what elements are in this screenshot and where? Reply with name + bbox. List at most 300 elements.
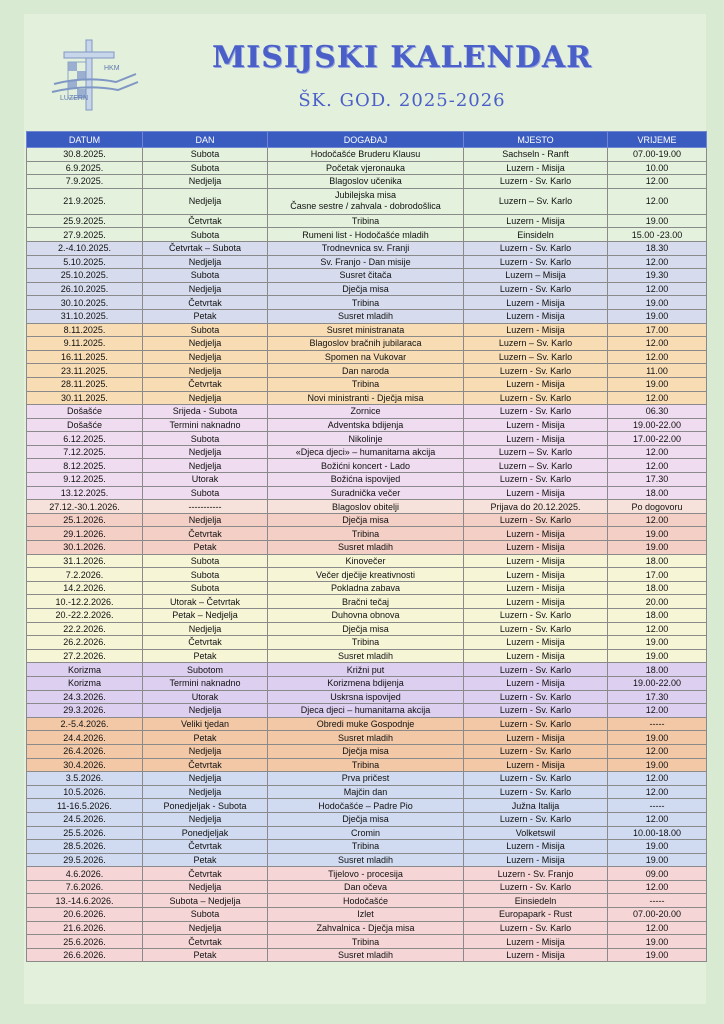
- cell-date: 13.-14.6.2026.: [27, 894, 143, 908]
- cell-day: Nedjelja: [143, 785, 268, 799]
- cell-place: Luzern - Sv. Karlo: [464, 921, 608, 935]
- cell-time: -----: [608, 799, 707, 813]
- column-header-dan: DAN: [143, 132, 268, 148]
- cell-day: Petak: [143, 731, 268, 745]
- cell-time: 19.00: [608, 377, 707, 391]
- cell-event: Djeca djeci – humanitarna akcija: [268, 704, 464, 718]
- cell-place: Luzern - Misija: [464, 568, 608, 582]
- table-row: [27, 188, 707, 214]
- cell-place: Luzern - Sv. Karlo: [464, 364, 608, 378]
- cell-place: Luzern - Misija: [464, 432, 608, 446]
- table-row: [27, 731, 707, 745]
- cell-date: Došašće: [27, 418, 143, 432]
- cell-event: Cromin: [268, 826, 464, 840]
- cell-event: Dan naroda: [268, 364, 464, 378]
- cell-event: Majčin dan: [268, 785, 464, 799]
- table-row: [27, 323, 707, 337]
- cell-date: 25.1.2026.: [27, 513, 143, 527]
- cell-event: Obredi muke Gospodnje: [268, 717, 464, 731]
- cell-place: Južna Italija: [464, 799, 608, 813]
- cell-time: Po dogovoru: [608, 500, 707, 514]
- cell-time: 09.00: [608, 867, 707, 881]
- cell-event: Blagoslov učenika: [268, 175, 464, 189]
- cell-date: 3.5.2026.: [27, 772, 143, 786]
- cell-event: Zornice: [268, 405, 464, 419]
- table-row: [27, 568, 707, 582]
- cell-place: Luzern - Misija: [464, 214, 608, 228]
- cell-date: 2.-4.10.2025.: [27, 241, 143, 255]
- cell-date: Došašće: [27, 405, 143, 419]
- cell-day: Petak: [143, 309, 268, 323]
- table-row: [27, 350, 707, 364]
- cell-time: 12.00: [608, 622, 707, 636]
- cell-place: Luzern - Sv. Karlo: [464, 744, 608, 758]
- cell-place: Luzern - Misija: [464, 676, 608, 690]
- cell-event: Hodočašće – Padre Pio: [268, 799, 464, 813]
- cell-day: Nedjelja: [143, 350, 268, 364]
- mission-logo: [46, 36, 142, 114]
- cell-place: Luzern - Sv. Karlo: [464, 391, 608, 405]
- cell-place: Luzern – Sv. Karlo: [464, 188, 608, 214]
- cell-day: Četvrtak: [143, 527, 268, 541]
- cell-time: 19.00-22.00: [608, 676, 707, 690]
- cell-time: 12.00: [608, 785, 707, 799]
- cell-time: 12.00: [608, 350, 707, 364]
- table-row: [27, 377, 707, 391]
- cell-date: 24.3.2026.: [27, 690, 143, 704]
- cell-place: Luzern - Sv. Karlo: [464, 785, 608, 799]
- cell-date: 24.5.2026.: [27, 812, 143, 826]
- cell-day: Četvrtak: [143, 296, 268, 310]
- cell-day: Subota: [143, 269, 268, 283]
- cell-day: Srijeda - Subota: [143, 405, 268, 419]
- cell-day: Subota: [143, 554, 268, 568]
- cell-event: Trodnevnica sv. Franji: [268, 241, 464, 255]
- cell-time: 07.00-19.00: [608, 148, 707, 162]
- table-row: [27, 908, 707, 922]
- cell-day: Nedjelja: [143, 744, 268, 758]
- cell-event: Božićna ispovijed: [268, 473, 464, 487]
- cell-time: 18.00: [608, 486, 707, 500]
- table-row: [27, 432, 707, 446]
- cell-day: Termini naknadno: [143, 418, 268, 432]
- table-row: [27, 148, 707, 162]
- table-row: [27, 161, 707, 175]
- cell-time: 12.00: [608, 744, 707, 758]
- calendar-body: [27, 148, 707, 962]
- cell-time: 19.00: [608, 853, 707, 867]
- cell-event: Dječja misa: [268, 513, 464, 527]
- table-row: [27, 690, 707, 704]
- cell-place: Luzern - Sv. Karlo: [464, 175, 608, 189]
- table-row: [27, 826, 707, 840]
- cell-date: Korizma: [27, 676, 143, 690]
- table-header-row: [27, 132, 707, 148]
- table-row: [27, 282, 707, 296]
- cell-date: 31.1.2026.: [27, 554, 143, 568]
- cell-event: Početak vjeronauka: [268, 161, 464, 175]
- cell-event: Zahvalnica - Dječja misa: [268, 921, 464, 935]
- cell-day: Nedjelja: [143, 364, 268, 378]
- cell-date: 29.5.2026.: [27, 853, 143, 867]
- cell-date: 31.10.2025.: [27, 309, 143, 323]
- cell-day: Nedjelja: [143, 391, 268, 405]
- cell-event: Pokladna zabava: [268, 581, 464, 595]
- cell-place: Luzern - Sv. Karlo: [464, 513, 608, 527]
- cell-day: -----------: [143, 500, 268, 514]
- cell-day: Subota: [143, 486, 268, 500]
- cell-day: Nedjelja: [143, 337, 268, 351]
- cell-day: Četvrtak: [143, 214, 268, 228]
- cell-place: Volketswil: [464, 826, 608, 840]
- cell-day: Nedjelja: [143, 459, 268, 473]
- table-row: [27, 636, 707, 650]
- table-row: [27, 840, 707, 854]
- table-row: [27, 527, 707, 541]
- cell-place: Luzern - Misija: [464, 161, 608, 175]
- cell-place: Luzern - Sv. Karlo: [464, 282, 608, 296]
- cell-time: 19.00-22.00: [608, 418, 707, 432]
- column-header-datum: DATUM: [27, 132, 143, 148]
- cell-date: 2.-5.4.2026.: [27, 717, 143, 731]
- cell-date: 25.6.2026.: [27, 935, 143, 949]
- cell-place: Einsideln: [464, 228, 608, 242]
- cell-date: 6.12.2025.: [27, 432, 143, 446]
- column-header-mjesto: MJESTO: [464, 132, 608, 148]
- table-row: [27, 269, 707, 283]
- cell-place: Luzern - Sv. Karlo: [464, 473, 608, 487]
- cell-date: 20.-22.2.2026.: [27, 609, 143, 623]
- cell-place: Luzern - Misija: [464, 840, 608, 854]
- table-row: [27, 473, 707, 487]
- cell-day: Subota – Nedjelja: [143, 894, 268, 908]
- cell-event: Dječja misa: [268, 622, 464, 636]
- cell-place: Luzern - Misija: [464, 731, 608, 745]
- cell-event: Tribina: [268, 935, 464, 949]
- table-row: [27, 894, 707, 908]
- table-row: [27, 581, 707, 595]
- cell-time: 18.00: [608, 581, 707, 595]
- cell-day: Četvrtak – Subota: [143, 241, 268, 255]
- column-header-vrijeme: VRIJEME: [608, 132, 707, 148]
- table-row: [27, 513, 707, 527]
- cell-event: Susret ministranata: [268, 323, 464, 337]
- table-row: [27, 296, 707, 310]
- cell-place: Luzern - Misija: [464, 595, 608, 609]
- cell-time: 12.00: [608, 921, 707, 935]
- cell-date: 30.11.2025.: [27, 391, 143, 405]
- cell-date: 21.6.2026.: [27, 921, 143, 935]
- cell-place: Luzern - Sv. Karlo: [464, 717, 608, 731]
- cell-time: 12.00: [608, 282, 707, 296]
- page-subtitle: ŠK. GOD. 2025-2026: [298, 90, 506, 111]
- cell-day: Četvrtak: [143, 840, 268, 854]
- cell-date: 27.9.2025.: [27, 228, 143, 242]
- cell-date: 20.6.2026.: [27, 908, 143, 922]
- cell-place: Luzern - Misija: [464, 636, 608, 650]
- cell-day: Subotom: [143, 663, 268, 677]
- cell-date: 29.1.2026.: [27, 527, 143, 541]
- cell-day: Nedjelja: [143, 704, 268, 718]
- table-row: [27, 486, 707, 500]
- cell-event: Dječja misa: [268, 812, 464, 826]
- cell-time: 19.00: [608, 758, 707, 772]
- cell-date: 26.2.2026.: [27, 636, 143, 650]
- cell-event: Susret mladih: [268, 649, 464, 663]
- column-header-dogadaj: DOGAĐAJ: [268, 132, 464, 148]
- cell-event: Novi ministranti - Dječja misa: [268, 391, 464, 405]
- cell-date: 28.5.2026.: [27, 840, 143, 854]
- cell-place: Prijava do 20.12.2025.: [464, 500, 608, 514]
- cell-time: 20.00: [608, 595, 707, 609]
- table-row: [27, 663, 707, 677]
- cell-event: Susret mladih: [268, 853, 464, 867]
- cell-day: Utorak – Četvrtak: [143, 595, 268, 609]
- cell-place: Luzern - Misija: [464, 527, 608, 541]
- table-row: [27, 241, 707, 255]
- cell-event: Susret čitača: [268, 269, 464, 283]
- cell-day: Utorak: [143, 473, 268, 487]
- cell-place: Luzern - Misija: [464, 323, 608, 337]
- cell-place: Luzern - Sv. Karlo: [464, 622, 608, 636]
- cell-time: 12.00: [608, 255, 707, 269]
- cell-day: Petak: [143, 649, 268, 663]
- cell-place: Luzern - Misija: [464, 948, 608, 962]
- cell-date: 7.9.2025.: [27, 175, 143, 189]
- cell-event: Tribina: [268, 377, 464, 391]
- cell-day: Četvrtak: [143, 377, 268, 391]
- cell-day: Nedjelja: [143, 880, 268, 894]
- cell-place: Luzern - Misija: [464, 758, 608, 772]
- cell-time: 15.00 -23.00: [608, 228, 707, 242]
- table-row: [27, 867, 707, 881]
- cell-time: 18.30: [608, 241, 707, 255]
- cell-event: Dječja misa: [268, 282, 464, 296]
- cell-day: Petak: [143, 853, 268, 867]
- table-row: [27, 541, 707, 555]
- table-row: [27, 758, 707, 772]
- cell-time: 19.00: [608, 636, 707, 650]
- cell-day: Subota: [143, 908, 268, 922]
- cell-time: 17.00: [608, 568, 707, 582]
- cell-event: Korizmena bdijenja: [268, 676, 464, 690]
- cell-event: Tribina: [268, 636, 464, 650]
- table-row: [27, 649, 707, 663]
- cell-date: 25.5.2026.: [27, 826, 143, 840]
- cell-day: Nedjelja: [143, 622, 268, 636]
- cell-place: Luzern - Misija: [464, 309, 608, 323]
- cell-place: Europapark - Rust: [464, 908, 608, 922]
- cell-day: Ponedjeljak - Subota: [143, 799, 268, 813]
- cell-date: 25.10.2025.: [27, 269, 143, 283]
- cell-event: Prva pričest: [268, 772, 464, 786]
- cell-event: Rumeni list - Hodočašće mladih: [268, 228, 464, 242]
- cell-time: 17.30: [608, 473, 707, 487]
- table-row: [27, 921, 707, 935]
- cell-day: Utorak: [143, 690, 268, 704]
- cell-date: 24.4.2026.: [27, 731, 143, 745]
- cell-event: Tribina: [268, 758, 464, 772]
- cell-time: 12.00: [608, 513, 707, 527]
- cell-place: Luzern - Sv. Karlo: [464, 704, 608, 718]
- table-row: [27, 595, 707, 609]
- cell-day: Subota: [143, 161, 268, 175]
- cell-place: Luzern - Sv. Karlo: [464, 255, 608, 269]
- cell-event: Križni put: [268, 663, 464, 677]
- cell-day: Nedjelja: [143, 772, 268, 786]
- cell-event: Večer dječije kreativnosti: [268, 568, 464, 582]
- cell-time: 18.00: [608, 609, 707, 623]
- cell-event: Nikolinje: [268, 432, 464, 446]
- cell-place: Luzern - Misija: [464, 581, 608, 595]
- cell-time: 12.00: [608, 445, 707, 459]
- cell-time: 12.00: [608, 188, 707, 214]
- cell-event: Duhovna obnova: [268, 609, 464, 623]
- cell-place: Luzern - Sv. Franjo: [464, 867, 608, 881]
- cell-place: Luzern – Misija: [464, 269, 608, 283]
- cell-place: Einsiedeln: [464, 894, 608, 908]
- cell-place: Luzern - Sv. Karlo: [464, 405, 608, 419]
- cell-event: Adventska bdijenja: [268, 418, 464, 432]
- table-row: [27, 853, 707, 867]
- cell-date: 4.6.2026.: [27, 867, 143, 881]
- cell-place: Luzern - Sv. Karlo: [464, 690, 608, 704]
- table-row: [27, 609, 707, 623]
- cell-date: 9.12.2025.: [27, 473, 143, 487]
- cell-date: 7.12.2025.: [27, 445, 143, 459]
- table-row: [27, 717, 707, 731]
- cell-day: Veliki tjedan: [143, 717, 268, 731]
- cell-date: 7.6.2026.: [27, 880, 143, 894]
- cell-date: 30.8.2025.: [27, 148, 143, 162]
- cell-day: Subota: [143, 228, 268, 242]
- cell-event: Hodočašće: [268, 894, 464, 908]
- cell-date: 26.4.2026.: [27, 744, 143, 758]
- cell-day: Termini naknadno: [143, 676, 268, 690]
- cell-place: Luzern - Sv. Karlo: [464, 812, 608, 826]
- cell-day: Nedjelja: [143, 812, 268, 826]
- cell-event: Dječja misa: [268, 744, 464, 758]
- cell-event: Tribina: [268, 296, 464, 310]
- cell-time: 12.00: [608, 391, 707, 405]
- cell-time: 19.00: [608, 840, 707, 854]
- cell-time: 12.00: [608, 812, 707, 826]
- cell-place: Luzern - Sv. Karlo: [464, 241, 608, 255]
- cell-date: 14.2.2026.: [27, 581, 143, 595]
- cell-date: 13.12.2025.: [27, 486, 143, 500]
- cell-time: 11.00: [608, 364, 707, 378]
- cell-time: 18.00: [608, 554, 707, 568]
- table-row: [27, 744, 707, 758]
- cell-date: 29.3.2026.: [27, 704, 143, 718]
- cell-event: Spomen na Vukovar: [268, 350, 464, 364]
- cell-time: 19.00: [608, 309, 707, 323]
- cell-date: 30.1.2026.: [27, 541, 143, 555]
- table-row: [27, 799, 707, 813]
- cell-day: Nedjelja: [143, 175, 268, 189]
- cell-place: Luzern - Misija: [464, 554, 608, 568]
- cell-date: 23.11.2025.: [27, 364, 143, 378]
- cell-day: Petak – Nedjelja: [143, 609, 268, 623]
- cell-event: Dan očeva: [268, 880, 464, 894]
- calendar-table: [26, 131, 707, 962]
- cell-date: 27.12.-30.1.2026.: [27, 500, 143, 514]
- cell-date: 26.10.2025.: [27, 282, 143, 296]
- cell-event: Sv. Franjo - Dan misije: [268, 255, 464, 269]
- cell-time: 19.00: [608, 649, 707, 663]
- cell-event: Hodočašće Bruderu Klausu: [268, 148, 464, 162]
- cell-time: 19.00: [608, 731, 707, 745]
- cell-date: 8.11.2025.: [27, 323, 143, 337]
- cell-day: Nedjelja: [143, 921, 268, 935]
- cell-date: 7.2.2026.: [27, 568, 143, 582]
- cell-time: 19.00: [608, 541, 707, 555]
- cell-date: 5.10.2025.: [27, 255, 143, 269]
- cell-day: Četvrtak: [143, 867, 268, 881]
- table-row: [27, 948, 707, 962]
- cell-day: Nedjelja: [143, 188, 268, 214]
- cell-place: Luzern – Sv. Karlo: [464, 445, 608, 459]
- cell-day: Subota: [143, 432, 268, 446]
- logo-text-top: HKM: [104, 65, 120, 72]
- cell-time: 10.00: [608, 161, 707, 175]
- cell-event: Blagoslov bračnih jubilaraca: [268, 337, 464, 351]
- cell-day: Subota: [143, 148, 268, 162]
- table-row: [27, 880, 707, 894]
- logo-text-bottom: LUZERN: [60, 95, 89, 102]
- cell-day: Nedjelja: [143, 445, 268, 459]
- cell-time: 19.00: [608, 214, 707, 228]
- cell-day: Petak: [143, 948, 268, 962]
- cell-place: Luzern – Sv. Karlo: [464, 350, 608, 364]
- cell-place: Sachseln - Ranft: [464, 148, 608, 162]
- cell-event: Tribina: [268, 527, 464, 541]
- cell-event: Uskrsna ispovijed: [268, 690, 464, 704]
- cell-place: Luzern - Sv. Karlo: [464, 609, 608, 623]
- cell-event: Tribina: [268, 214, 464, 228]
- cell-day: Subota: [143, 568, 268, 582]
- cell-event: Blagoslov obitelji: [268, 500, 464, 514]
- cell-date: 11-16.5.2026.: [27, 799, 143, 813]
- cell-time: 06.30: [608, 405, 707, 419]
- cell-date: 8.12.2025.: [27, 459, 143, 473]
- cell-event: Susret mladih: [268, 541, 464, 555]
- table-row: [27, 228, 707, 242]
- cell-event: Susret mladih: [268, 948, 464, 962]
- cell-day: Četvrtak: [143, 636, 268, 650]
- cell-time: 17.00: [608, 323, 707, 337]
- table-row: [27, 418, 707, 432]
- cell-time: 19.00: [608, 948, 707, 962]
- table-row: [27, 445, 707, 459]
- cell-day: Četvrtak: [143, 758, 268, 772]
- cell-time: 18.00: [608, 663, 707, 677]
- cell-date: 10.5.2026.: [27, 785, 143, 799]
- cell-event: Kinovečer: [268, 554, 464, 568]
- cell-place: Luzern – Sv. Karlo: [464, 459, 608, 473]
- table-row: [27, 391, 707, 405]
- cell-time: 17.00-22.00: [608, 432, 707, 446]
- cell-time: 19.00: [608, 296, 707, 310]
- cell-place: Luzern - Misija: [464, 486, 608, 500]
- cell-time: 12.00: [608, 772, 707, 786]
- cell-date: 22.2.2026.: [27, 622, 143, 636]
- cell-place: Luzern - Sv. Karlo: [464, 772, 608, 786]
- table-row: [27, 364, 707, 378]
- cell-event: Božićni koncert - Lado: [268, 459, 464, 473]
- cell-date: 30.10.2025.: [27, 296, 143, 310]
- table-row: [27, 500, 707, 514]
